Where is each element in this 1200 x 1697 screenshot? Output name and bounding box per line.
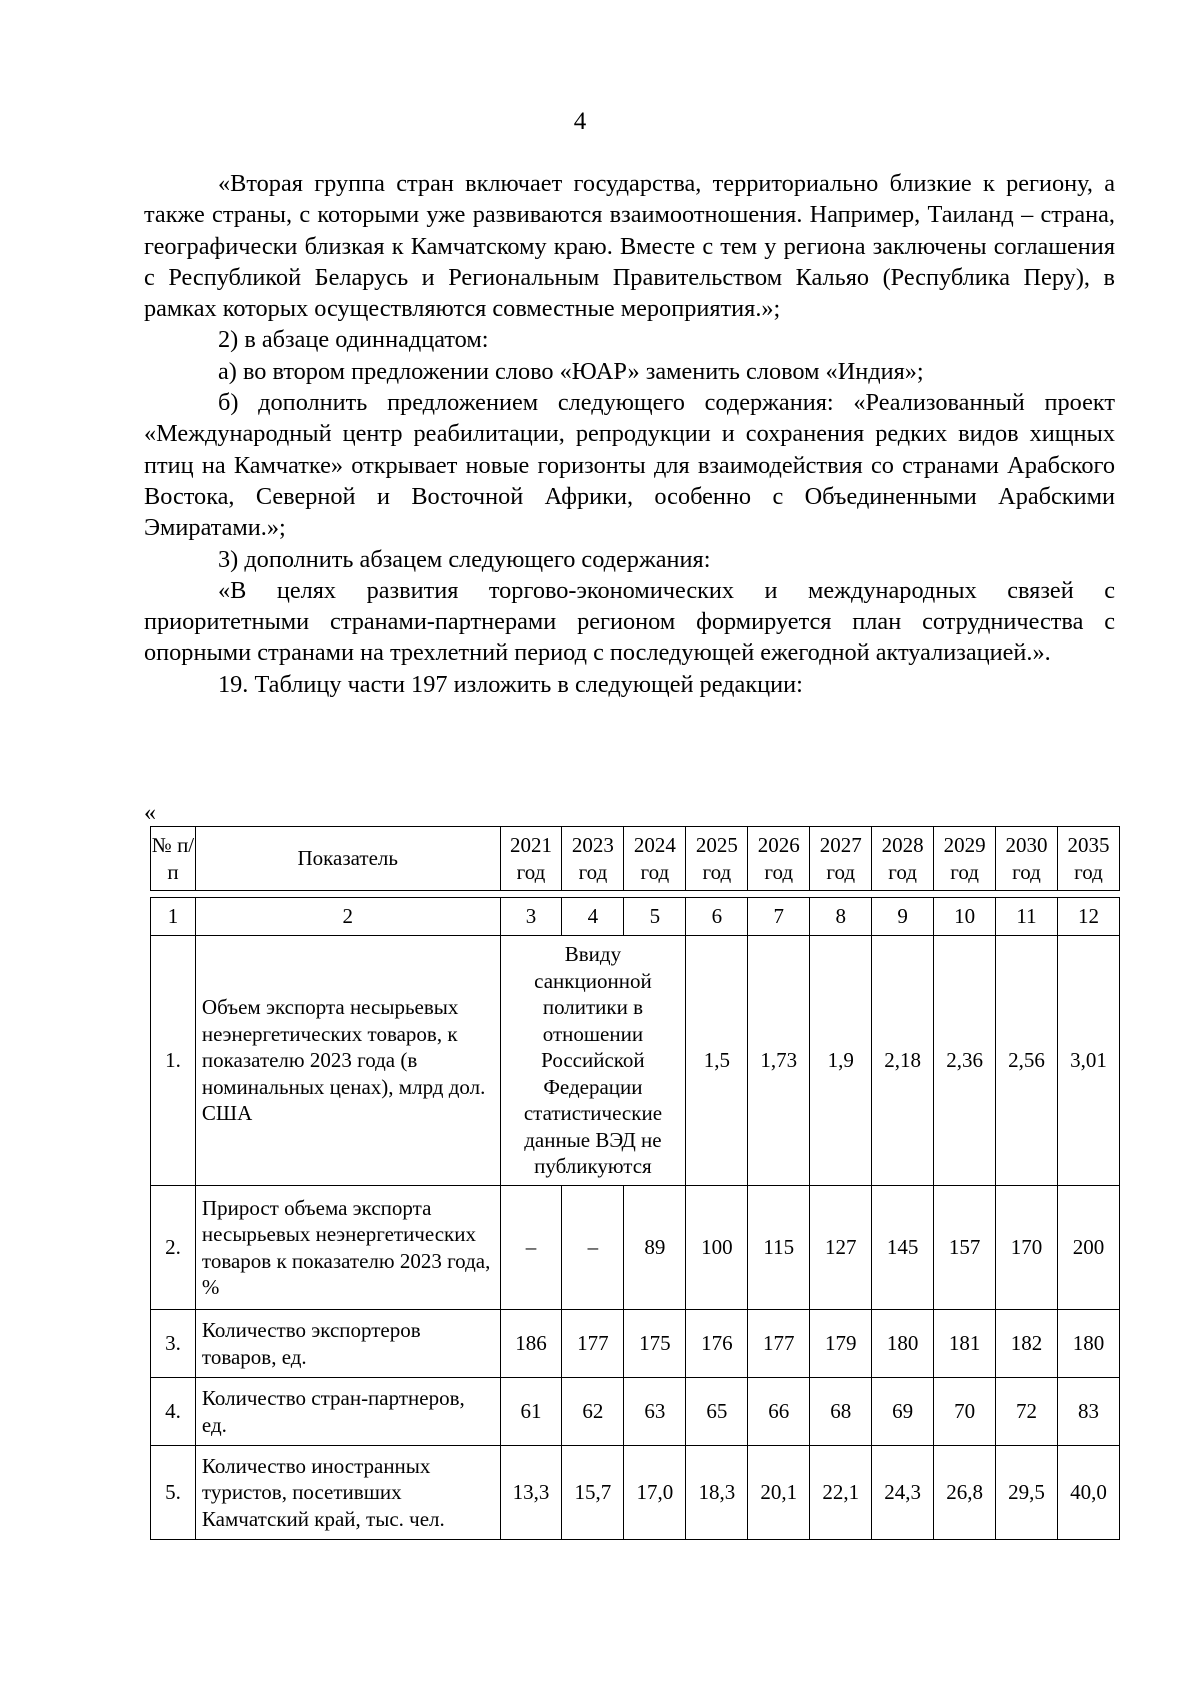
column-number: 4 xyxy=(562,898,624,936)
table-row xyxy=(151,1310,1120,1378)
row-indicator: Прирост объема экспорта несырьевых неэнергетических товаров к показателю 2023 года, % xyxy=(195,1186,500,1310)
cell-value: – xyxy=(500,1186,562,1310)
cell-value: 115 xyxy=(748,1186,810,1310)
header-indicator: Показатель xyxy=(195,827,500,891)
paragraph: а) во втором предложении слово «ЮАР» заменить словом «Индия»; xyxy=(218,357,924,385)
cell-value: 24,3 xyxy=(872,1446,934,1540)
column-number: 3 xyxy=(500,898,562,936)
column-number: 2 xyxy=(195,898,500,936)
paragraph: 2) в абзаце одиннадцатом: xyxy=(218,326,489,354)
table-row xyxy=(151,1186,1120,1310)
header-year: 2035 год xyxy=(1057,827,1119,891)
cell-value: 175 xyxy=(624,1310,686,1378)
header-year: 2028 год xyxy=(872,827,934,891)
column-number: 9 xyxy=(872,898,934,936)
header-year: 2029 год xyxy=(934,827,996,891)
cell-value: 61 xyxy=(500,1378,562,1446)
header-year: 2025 год xyxy=(686,827,748,891)
paragraph: 19. Таблицу части 197 изложить в следующей редакции: xyxy=(218,670,803,698)
cell-value: 176 xyxy=(686,1310,748,1378)
cell-value: 127 xyxy=(810,1186,872,1310)
cell-value: 186 xyxy=(500,1310,562,1378)
cell-value: 177 xyxy=(748,1310,810,1378)
cell-value: 66 xyxy=(748,1378,810,1446)
cell-value: 181 xyxy=(934,1310,996,1378)
row-indicator: Количество экспортеров товаров, ед. xyxy=(195,1310,500,1378)
cell-value: 62 xyxy=(562,1378,624,1446)
row-num: 5. xyxy=(151,1446,196,1540)
cell-value: 22,1 xyxy=(810,1446,872,1540)
column-number: 10 xyxy=(934,898,996,936)
cell-value: 180 xyxy=(872,1310,934,1378)
cell-value: 15,7 xyxy=(562,1446,624,1540)
cell-value: 72 xyxy=(996,1378,1058,1446)
cell-value: 20,1 xyxy=(748,1446,810,1540)
header-year: 2023 год xyxy=(562,827,624,891)
column-number-row xyxy=(151,898,1120,936)
header-year: 2030 год xyxy=(996,827,1058,891)
table-row xyxy=(151,1378,1120,1446)
cell-value: 179 xyxy=(810,1310,872,1378)
cell-value: 89 xyxy=(624,1186,686,1310)
paragraph: 3) дополнить абзацем следующего содержания: xyxy=(218,545,711,573)
header-year: 2021 год xyxy=(500,827,562,891)
cell-value: 1,9 xyxy=(810,936,872,1186)
cell-value: 100 xyxy=(686,1186,748,1310)
row-indicator: Объем экспорта несырьевых неэнергетических товаров, к показателю 2023 года (в номинальных ценах), млрд дол. США xyxy=(195,936,500,1186)
column-number: 1 xyxy=(151,898,196,936)
cell-value: 40,0 xyxy=(1057,1446,1119,1540)
header-year: 2027 год xyxy=(810,827,872,891)
cell-value: 18,3 xyxy=(686,1446,748,1540)
cell-value: 3,01 xyxy=(1057,936,1119,1186)
cell-value: 2,56 xyxy=(996,936,1058,1186)
column-number: 11 xyxy=(996,898,1058,936)
column-number: 8 xyxy=(810,898,872,936)
cell-value: 29,5 xyxy=(996,1446,1058,1540)
indicators-table xyxy=(150,826,1120,1540)
row-indicator: Количество стран-партнеров, ед. xyxy=(195,1378,500,1446)
cell-value: 26,8 xyxy=(934,1446,996,1540)
row-num: 1. xyxy=(151,936,196,1186)
cell-value: 69 xyxy=(872,1378,934,1446)
cell-value: 200 xyxy=(1057,1186,1119,1310)
cell-value: 170 xyxy=(996,1186,1058,1310)
table-row xyxy=(151,1446,1120,1540)
merged-note: Ввиду санкционной политики в отношении Российской Федерации статистические данные ВЭД не публикуются xyxy=(500,936,686,1186)
cell-value: 65 xyxy=(686,1378,748,1446)
column-number: 6 xyxy=(686,898,748,936)
header-num: № п/п xyxy=(151,827,196,891)
cell-value: 1,73 xyxy=(748,936,810,1186)
opening-quote: « xyxy=(144,800,156,826)
cell-value: 83 xyxy=(1057,1378,1119,1446)
cell-value: 2,18 xyxy=(872,936,934,1186)
paragraph: б) дополнить предложением следующего содержания: «Реализованный проект «Международный центр реабилитации, репродукции и сохранения редких видов хищных птиц на Камчатке» открывает новые горизонты для взаимодействия со странами Арабского Востока, Северной и Восточной Африки, особенно с Объединенными Арабскими Эмиратами.»; xyxy=(144,389,1115,542)
page-number: 4 xyxy=(573,108,587,135)
cell-value: 157 xyxy=(934,1186,996,1310)
cell-value: 180 xyxy=(1057,1310,1119,1378)
cell-value: 63 xyxy=(624,1378,686,1446)
paragraph: «Вторая группа стран включает государства, территориально близкие к региону, а также страны, с которыми уже развиваются взаимоотношения. Например, Таиланд – страна, географически близкая к Камчатскому краю. Вместе с тем у региона заключены соглашения с Республикой Беларусь и Региональным Правительством Кальяо (Республика Перу), в рамках которых осуществляются совместные мероприятия.»; xyxy=(144,170,1115,323)
cell-value: 17,0 xyxy=(624,1446,686,1540)
cell-value: 177 xyxy=(562,1310,624,1378)
cell-value: 13,3 xyxy=(500,1446,562,1540)
document-body xyxy=(144,168,1115,700)
cell-value: 182 xyxy=(996,1310,1058,1378)
cell-value: 68 xyxy=(810,1378,872,1446)
cell-value: 70 xyxy=(934,1378,996,1446)
table-header-row xyxy=(151,827,1120,891)
paragraph: «В целях развития торгово-экономических и международных связей с приоритетными странами-партнерами регионом формируется план сотрудничества с опорными странами на трехлетний период с последующей ежегодной актуализацией.». xyxy=(144,576,1115,667)
cell-value: 1,5 xyxy=(686,936,748,1186)
row-num: 3. xyxy=(151,1310,196,1378)
column-number: 12 xyxy=(1057,898,1119,936)
row-indicator: Количество иностранных туристов, посетивших Камчатский край, тыс. чел. xyxy=(195,1446,500,1540)
header-year: 2026 год xyxy=(748,827,810,891)
row-num: 4. xyxy=(151,1378,196,1446)
cell-value: – xyxy=(562,1186,624,1310)
header-year: 2024 год xyxy=(624,827,686,891)
cell-value: 2,36 xyxy=(934,936,996,1186)
column-number: 7 xyxy=(748,898,810,936)
cell-value: 145 xyxy=(872,1186,934,1310)
row-num: 2. xyxy=(151,1186,196,1310)
column-number: 5 xyxy=(624,898,686,936)
table-row xyxy=(151,936,1120,1186)
